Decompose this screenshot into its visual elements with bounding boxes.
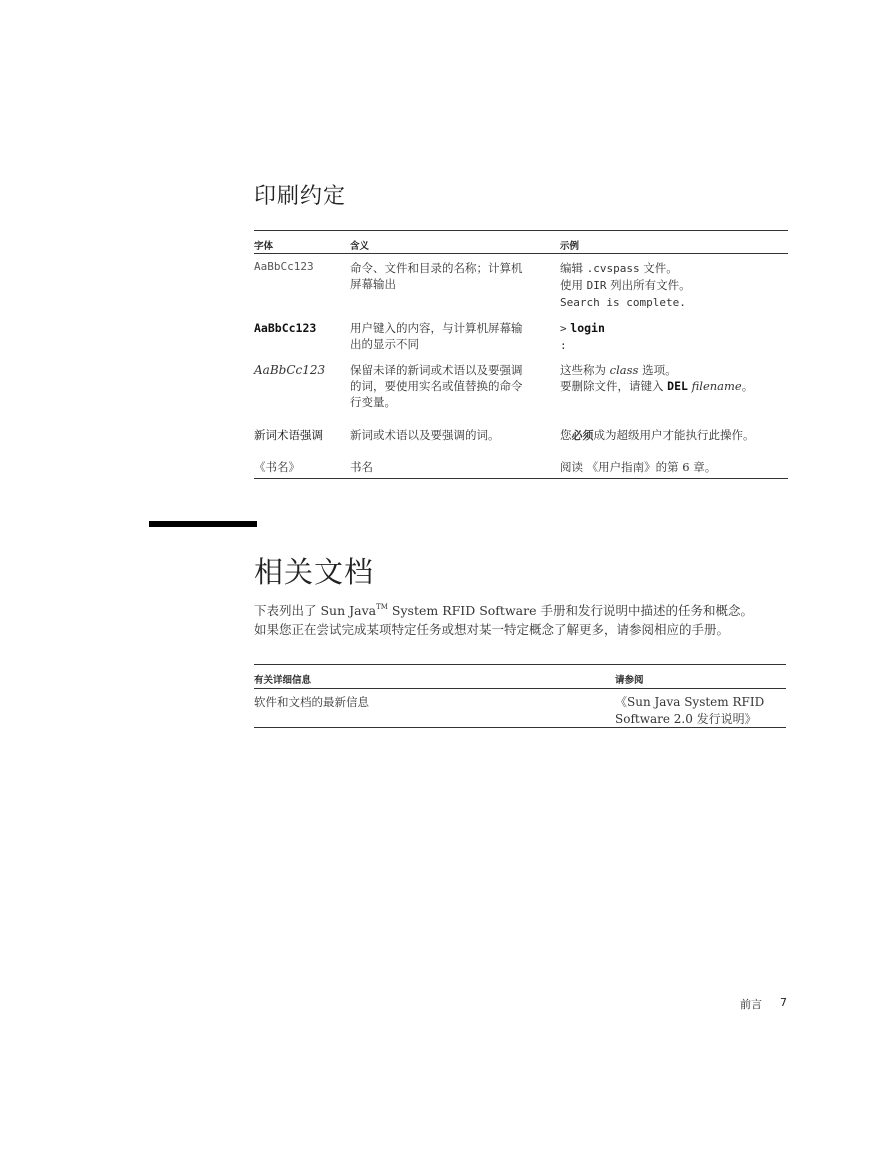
column-header-meaning: 含义 <box>350 241 370 252</box>
footer-page-number: 7 <box>780 996 787 1009</box>
column-header-font: 字体 <box>254 241 274 252</box>
column-header-info: 有关详细信息 <box>254 675 312 686</box>
typography-section-title: 印刷约定 <box>254 184 347 209</box>
table-row-example: > login : <box>560 321 605 352</box>
table-row-font-sample: AaBbCc123 <box>254 321 317 335</box>
related-row-see: 《Sun Java System RFID Software 2.0 发行说明》 <box>615 695 765 726</box>
table-row-meaning: 命令、文件和目录的名称；计算机 屏幕输出 <box>350 261 523 291</box>
table-row-font-sample: AaBbCc123 <box>254 260 314 273</box>
table-row-example: 这些称为 class 选项。 要删除文件，请键入 DEL filename。 <box>560 363 754 393</box>
table-row-font-sample: AaBbCc123 <box>254 363 326 377</box>
table-row-example: 阅读 《用户指南》的第 6 章。 <box>560 460 717 474</box>
related-docs-intro: 下表列出了 Sun Java™ System RFID Software 手册和发行说明中描述的任务和概念。 如果您正在尝试完成某项特定任务或想对某一特定概念了解更多，请参阅相应的手册。 <box>254 603 753 637</box>
table-row-font-sample: 新词术语强调 <box>254 428 323 442</box>
related-table-top-rule <box>254 664 786 665</box>
table-row-font-sample: 《书名》 <box>254 460 300 474</box>
table-top-rule <box>254 230 788 231</box>
section-marker-bar <box>149 521 257 527</box>
table-row-meaning: 书名 <box>350 460 373 474</box>
table-row-meaning: 新词或术语以及要强调的词。 <box>350 428 500 442</box>
footer-section-name: 前言 <box>740 998 762 1011</box>
table-row-meaning: 用户键入的内容，与计算机屏幕输 出的显示不同 <box>350 321 523 351</box>
related-docs-title: 相关文档 <box>254 555 375 589</box>
column-header-example: 示例 <box>560 241 580 252</box>
column-header-see: 请参阅 <box>615 675 644 686</box>
related-table-header-rule <box>254 688 786 689</box>
table-row-meaning: 保留未译的新词或术语以及要强调 的词，要使用实名或值替换的命令 行变量。 <box>350 363 523 409</box>
related-row-info: 软件和文档的最新信息 <box>254 695 369 709</box>
table-row-example: 编辑 .cvspass 文件。 使用 DIR 列出所有文件。 Search is complete. <box>560 261 691 309</box>
table-bottom-rule <box>254 478 788 479</box>
table-header-rule <box>254 253 788 254</box>
related-table-bottom-rule <box>254 727 786 728</box>
table-row-example: 您必须成为超级用户才能执行此操作。 <box>560 428 755 442</box>
